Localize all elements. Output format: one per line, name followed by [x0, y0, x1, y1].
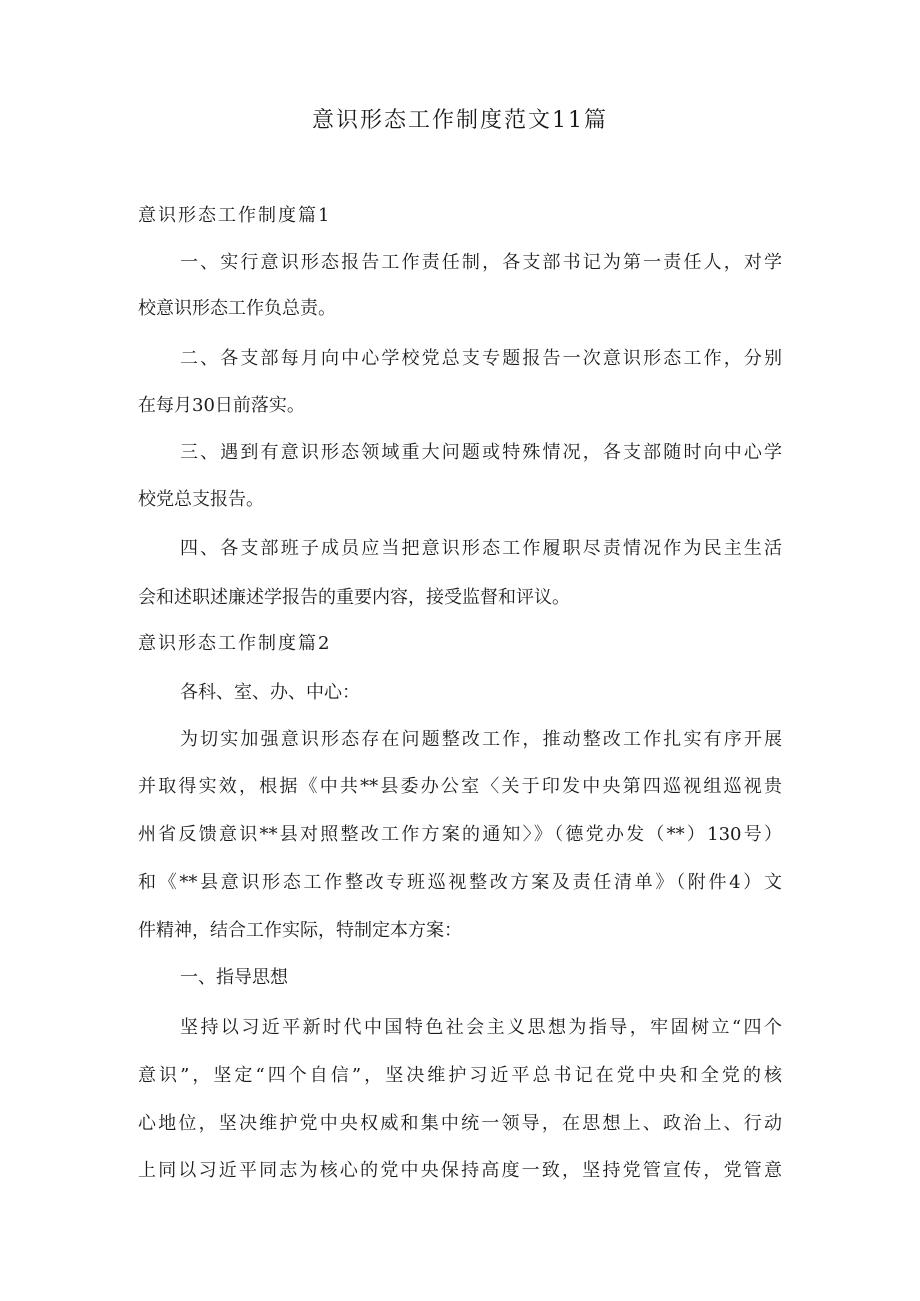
paragraph-line: 校意识形态工作负总责。: [138, 298, 336, 319]
section-heading-2: 意识形态工作制度篇2: [138, 633, 332, 654]
paragraph-line: 为切实加强意识形态存在问题整改工作，推动整改工作扎实有序开展: [180, 729, 782, 750]
paragraph-line: 校党总支报告。: [138, 489, 264, 510]
paragraph-line: 三、遇到有意识形态领域重大问题或特殊情况，各支部随时向中心学: [180, 442, 782, 463]
paragraph-line: 会和述职述廉述学报告的重要内容，接受监督和评议。: [138, 587, 570, 608]
paragraph-line: 心地位，坚决维护党中央权威和集中统一领导，在思想上、政治上、行动: [138, 1113, 782, 1134]
paragraph-line: 四、各支部班子成员应当把意识形态工作履职尽责情况作为民主生活: [180, 538, 782, 559]
paragraph-line: 上同以习近平同志为核心的党中央保持高度一致，坚持党管宣传，党管意: [138, 1160, 782, 1181]
paragraph-line: 州省反馈意识**县对照整改工作方案的通知〉》（德党办发（**）130号）: [138, 824, 782, 845]
paragraph-line: 坚持以习近平新时代中国特色社会主义思想为指导，牢固树立“四个: [180, 1017, 782, 1038]
paragraph-line: 和《**县意识形态工作整改专班巡视整改方案及责任清单》（附件4）文: [138, 872, 782, 893]
paragraph-line: 一、实行意识形态报告工作责任制，各支部书记为第一责任人，对学: [180, 252, 782, 273]
paragraph-line: 意识”，坚定“四个自信”，坚决维护习近平总书记在党中央和全党的核: [138, 1065, 782, 1086]
document-title: 意识形态工作制度范文11篇: [312, 108, 608, 133]
paragraph-line: 在每月30日前落实。: [138, 395, 305, 416]
paragraph-line: 各科、室、办、中心：: [180, 682, 360, 703]
subheading-guiding-thought: 一、指导思想: [180, 967, 288, 988]
paragraph-line: 并取得实效，根据《中共**县委办公室〈关于印发中央第四巡视组巡视贵: [138, 776, 782, 797]
section-heading-1: 意识形态工作制度篇1: [138, 205, 332, 226]
paragraph-line: 二、各支部每月向中心学校党总支专题报告一次意识形态工作，分别: [180, 348, 782, 369]
paragraph-line: 件精神，结合工作实际，特制定本方案：: [138, 920, 462, 941]
